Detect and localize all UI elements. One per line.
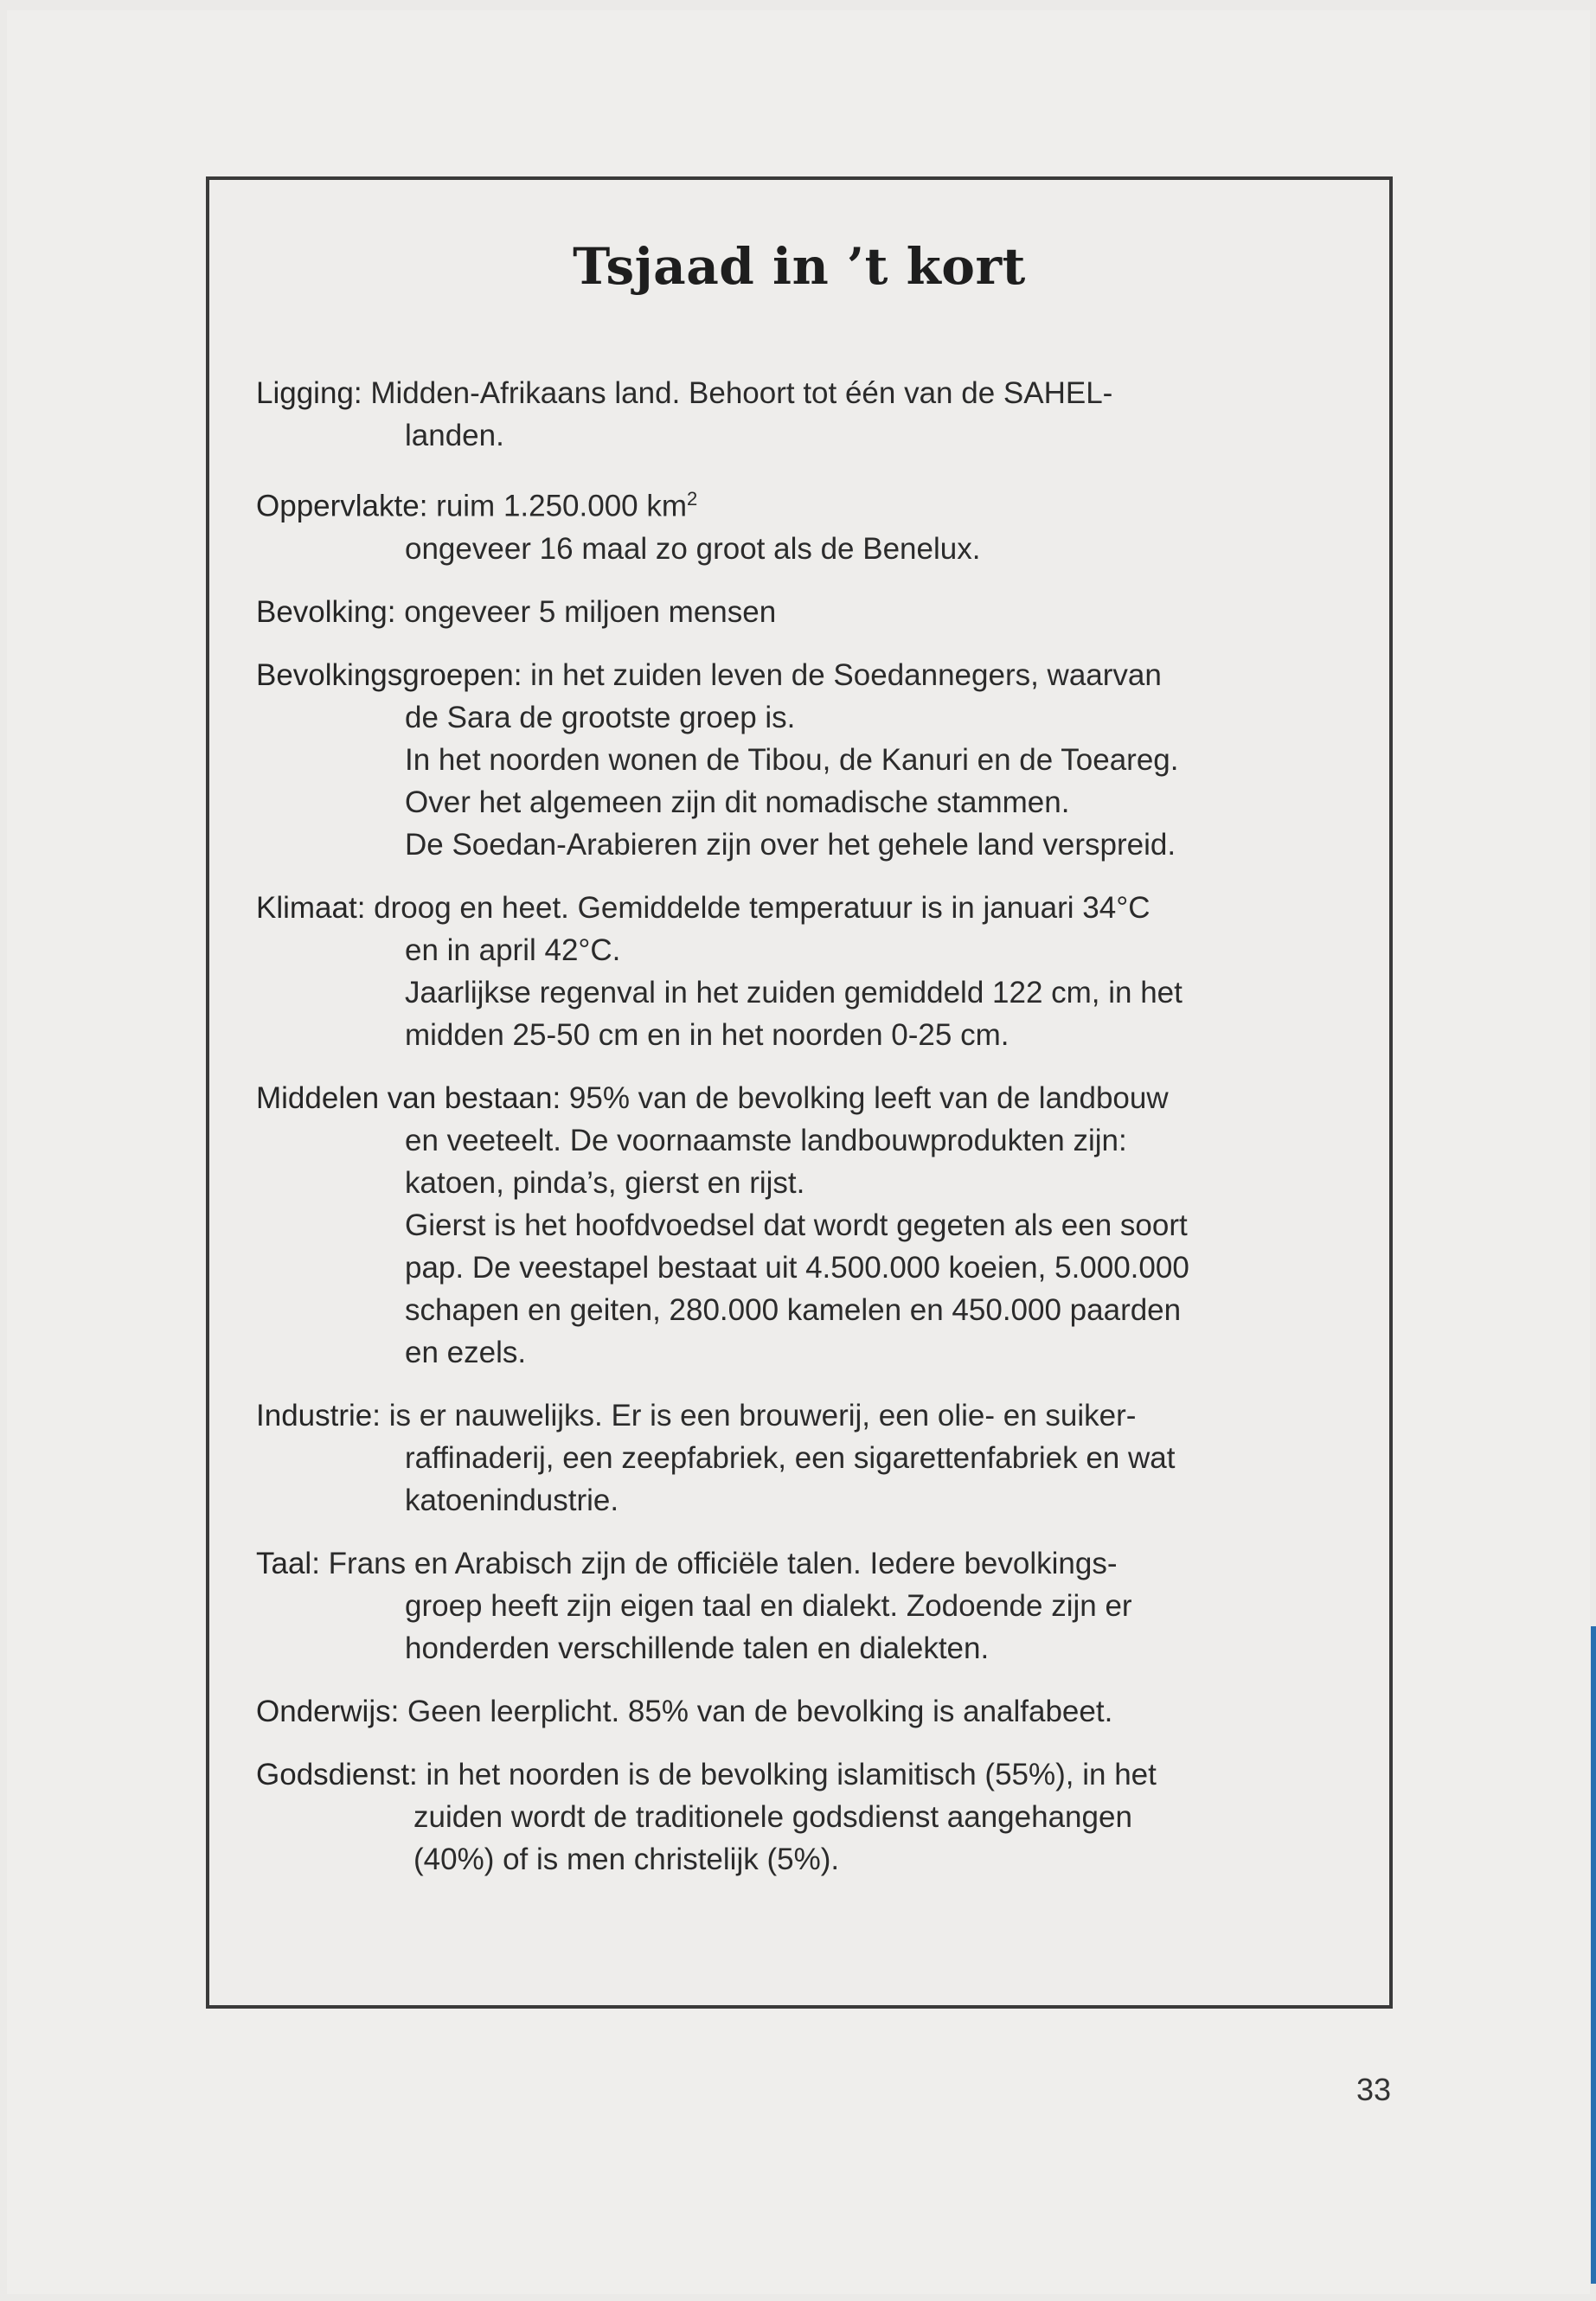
info-box: [206, 176, 1393, 2009]
entry-term: Oppervlakte:: [256, 489, 428, 523]
entry-continuation-line: groep heeft zijn eigen taal en dialekt. Zodoende zijn er: [405, 1588, 1132, 1623]
entry-text: Midden-Afrikaans land. Behoort tot één van de SAHEL-: [362, 376, 1113, 410]
entry: [256, 478, 1355, 570]
entry-continuation-line: raffinaderij, een zeepfabriek, een sigarettenfabriek en wat: [405, 1440, 1176, 1475]
entry-continuation-line: zuiden wordt de traditionele godsdienst aangehangen: [413, 1799, 1132, 1834]
page-title: Tsjaad in ’t kort: [573, 237, 1026, 296]
entry-text: droog en heet. Gemiddelde temperatuur is in januari 34°C: [365, 890, 1151, 925]
entry-first-line: [256, 654, 1355, 696]
entry: [256, 591, 1355, 633]
entry-first-line: [256, 372, 1355, 414]
entry-first-line: [256, 887, 1355, 929]
entry-term: Industrie:: [256, 1398, 381, 1433]
entry-continuation-line: ongeveer 16 maal zo groot als de Benelux.: [405, 531, 981, 566]
entry-continuation-line: de Sara de grootste groep is.: [405, 700, 796, 734]
entry-continuation-line: Gierst is het hoofdvoedsel dat wordt gegeten als een soort: [405, 1208, 1188, 1242]
entry-first-line: [256, 591, 1355, 633]
page: [7, 10, 1590, 2294]
entry-text: in het zuiden leven de Soedannegers, waarvan: [522, 657, 1162, 692]
entry-text: in het noorden is de bevolking islamitisch (55%), in het: [417, 1757, 1157, 1791]
entry-list: [256, 372, 1355, 1901]
entry: [256, 1542, 1355, 1670]
entry-first-line: [256, 1690, 1355, 1733]
entry-first-line: [256, 478, 1355, 528]
entry-continuation-line: Jaarlijkse regenval in het zuiden gemiddeld 122 cm, in het: [405, 975, 1183, 1009]
entry-continuation-line: katoenindustrie.: [405, 1483, 619, 1517]
entry: [256, 887, 1355, 1056]
entry-first-line: [256, 1542, 1355, 1585]
entry-continuation-line: Over het algemeen zijn dit nomadische stammen.: [405, 785, 1070, 819]
entry-continuation-line: en in april 42°C.: [405, 933, 621, 967]
entry-term: Klimaat:: [256, 890, 366, 925]
entry-continuation-line: honderden verschillende talen en dialekten.: [405, 1631, 990, 1665]
entry-term: Onderwijs:: [256, 1694, 400, 1728]
entry-continuation-line: (40%) of is men christelijk (5%).: [413, 1842, 840, 1876]
entry-term: Bevolkingsgroepen:: [256, 657, 522, 692]
entry-term: Bevolking:: [256, 594, 396, 629]
entry-term: Middelen van bestaan:: [256, 1080, 561, 1115]
entry-continuation-line: De Soedan-Arabieren zijn over het gehele land verspreid.: [405, 827, 1176, 862]
entry-term: Taal:: [256, 1546, 320, 1580]
entry: [256, 654, 1355, 866]
entry-continuation-line: pap. De veestapel bestaat uit 4.500.000 koeien, 5.000.000: [405, 1250, 1189, 1285]
entry-first-line: [256, 1077, 1355, 1119]
entry-text: Geen leerplicht. 85% van de bevolking is analfabeet.: [399, 1694, 1113, 1728]
entry: [256, 1394, 1355, 1522]
entry-first-line: [256, 1394, 1355, 1437]
entry-continuation-line: en ezels.: [405, 1335, 527, 1369]
entry-text: ongeveer 5 miljoen mensen: [395, 594, 777, 629]
page-number: 33: [1356, 2072, 1392, 2107]
entry: [256, 1690, 1355, 1733]
entry-term: Godsdienst:: [256, 1757, 418, 1791]
entry-continuation-line: schapen en geiten, 280.000 kamelen en 450.000 paarden: [405, 1292, 1182, 1327]
entry: [256, 1077, 1355, 1374]
entry-text: is er nauwelijks. Er is een brouwerij, een olie- en suiker-: [380, 1398, 1137, 1433]
entry: [256, 1753, 1355, 1881]
entry: [256, 372, 1355, 457]
entry-text: 95% van de bevolking leeft van de landbouw: [561, 1080, 1169, 1115]
entry-continuation-line: midden 25-50 cm en in het noorden 0-25 cm.: [405, 1017, 1010, 1052]
entry-continuation-line: katoen, pinda’s, gierst en rijst.: [405, 1165, 805, 1200]
entry-text: ruim 1.250.000 km: [427, 489, 688, 523]
entry-continuation-line: In het noorden wonen de Tibou, de Kanuri en de Toeareg.: [405, 742, 1179, 777]
entry-text: Frans en Arabisch zijn de officiële talen. Iedere bevolkings-: [319, 1546, 1118, 1580]
edge-mark: [1591, 1626, 1596, 2284]
entry-continuation-line: landen.: [405, 419, 504, 452]
entry-continuation-line: en veeteelt. De voornaamste landbouwprodukten zijn:: [405, 1123, 1127, 1157]
superscript: 2: [687, 488, 698, 510]
entry-first-line: [256, 1753, 1355, 1796]
entry-term: Ligging:: [256, 376, 362, 410]
